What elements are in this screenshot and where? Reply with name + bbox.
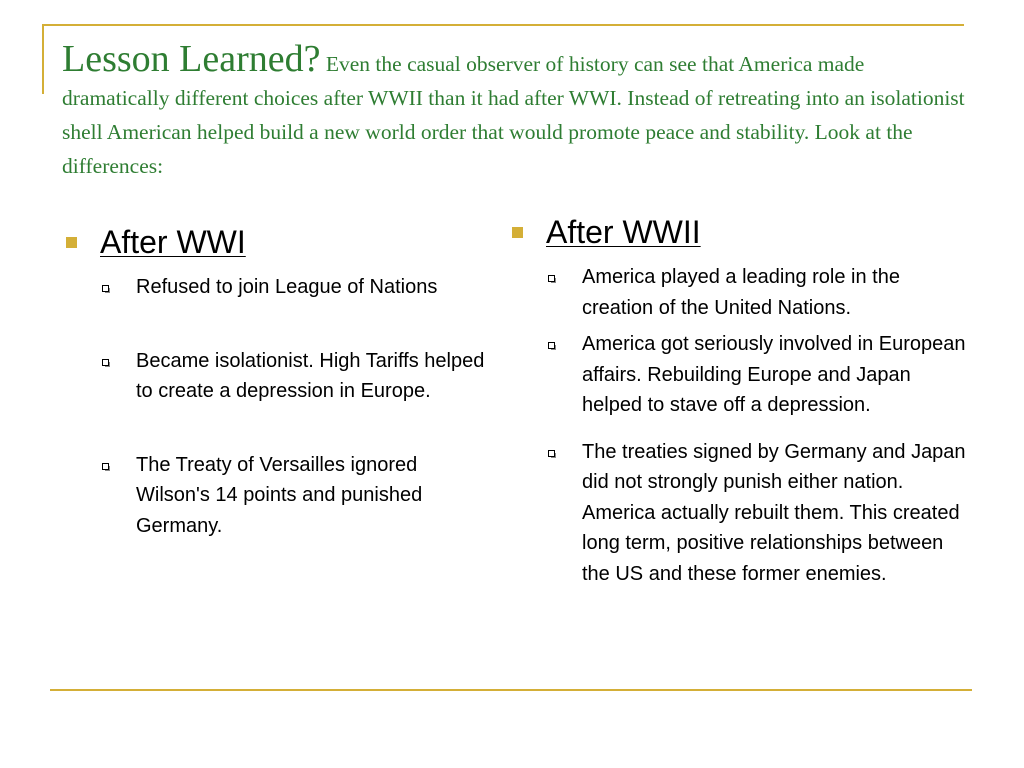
- list-item-text: America played a leading role in the creation of the United Nations.: [582, 266, 900, 319]
- hollow-square-bullet-icon: [548, 450, 555, 457]
- hollow-square-bullet-icon: [102, 463, 109, 470]
- after-wwii-heading-row: [508, 212, 968, 252]
- after-wwi-list: [62, 272, 492, 541]
- list-item: [62, 346, 492, 407]
- list-item-text: Became isolationist. High Tariffs helped to create a depression in Europe.: [136, 349, 485, 402]
- list-item-text: The treaties signed by Germany and Japan did not strongly punish either nation. America actually rebuilt them. This created long term, positive relationships between the US and these former enemies.: [582, 440, 966, 585]
- title-lead: Lesson Learned?: [62, 38, 321, 80]
- list-item: [62, 450, 492, 542]
- after-wwi-heading-row: [62, 222, 492, 262]
- bottom-rule: [50, 689, 972, 691]
- title-body: Even the casual observer of history can see that America made dramatically different choices after WWII than it had after WWI. Instead of retreating into an isolationist shell American helped build a new world order that would promote peace and stability. Look at the differences:: [62, 52, 965, 178]
- after-wwii-heading: After WWII: [546, 214, 701, 250]
- list-item: [508, 329, 968, 421]
- square-bullet-icon: [66, 237, 77, 248]
- slide-title: [62, 38, 967, 183]
- hollow-square-bullet-icon: [102, 359, 109, 366]
- square-bullet-icon: [512, 227, 523, 238]
- list-item: [508, 437, 968, 590]
- after-wwi-heading: After WWI: [100, 224, 246, 260]
- hollow-square-bullet-icon: [548, 342, 555, 349]
- after-wwii-list: [508, 262, 968, 589]
- list-item: [62, 272, 492, 303]
- list-item: [508, 262, 968, 323]
- after-wwii-column: [508, 212, 968, 589]
- hollow-square-bullet-icon: [548, 275, 555, 282]
- list-item-text: Refused to join League of Nations: [136, 276, 438, 298]
- top-rule: [42, 24, 964, 26]
- hollow-square-bullet-icon: [102, 285, 109, 292]
- side-rule: [42, 24, 44, 94]
- list-item-text: America got seriously involved in European affairs. Rebuilding Europe and Japan helped to stave off a depression.: [582, 333, 966, 416]
- after-wwi-column: [62, 222, 492, 541]
- list-item-text: The Treaty of Versailles ignored Wilson's 14 points and punished Germany.: [136, 453, 423, 537]
